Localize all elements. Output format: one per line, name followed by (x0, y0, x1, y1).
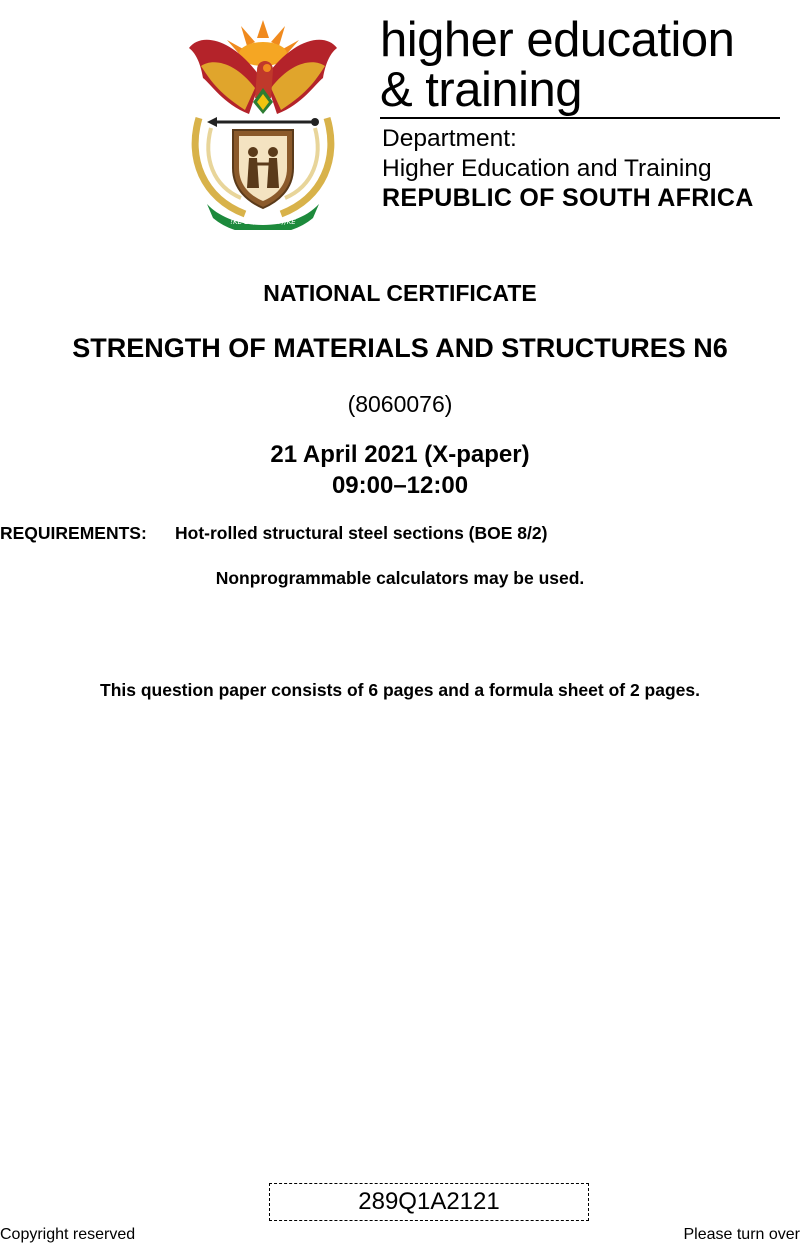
certificate-title: NATIONAL CERTIFICATE (263, 280, 537, 306)
subject-code: (8060076) (347, 391, 453, 417)
department-name: Higher Education and Training (382, 155, 712, 182)
country-name: REPUBLIC OF SOUTH AFRICA (382, 184, 754, 212)
requirements-text: Hot-rolled structural steel sections (BOE 8/2) (175, 523, 548, 543)
shield-icon (233, 130, 293, 208)
subject-title: STRENGTH OF MATERIALS AND STRUCTURES N6 (72, 333, 728, 363)
department-label: Department: (382, 125, 517, 152)
calculators-note: Nonprogrammable calculators may be used. (215, 568, 585, 588)
exam-time: 09:00–12:00 (331, 472, 469, 499)
brand-line-training: & training (380, 63, 583, 117)
exam-date: 21 April 2021 (X-paper) (270, 441, 530, 468)
paper-code: 289Q1A2121 (358, 1188, 500, 1215)
paper-code-box (269, 1183, 589, 1221)
turn-over-notice: Please turn over (683, 1226, 800, 1243)
brand-divider (380, 117, 780, 119)
copyright-notice: Copyright reserved (0, 1226, 136, 1243)
spear-icon (207, 117, 319, 127)
pages-note: This question paper consists of 6 pages and a formula sheet of 2 pages. (100, 680, 700, 700)
bird-icon (253, 61, 273, 114)
requirements-label: REQUIREMENTS: (0, 523, 147, 543)
coat-of-arms-logo (183, 18, 343, 230)
brand-line-higher-education: higher education (380, 13, 735, 67)
svg-text:!KE E: /XARRA //KE: !KE E: /XARRA //KE (230, 218, 296, 226)
